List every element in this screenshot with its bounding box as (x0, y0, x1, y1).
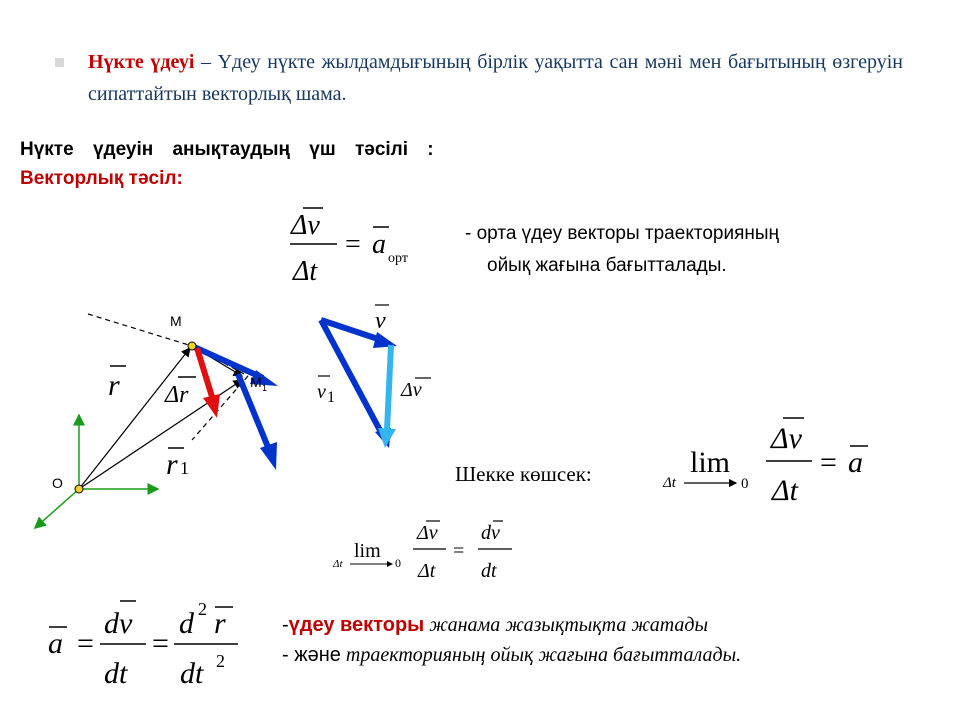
limit-to: 0 (741, 476, 749, 492)
methods-title: Нүкте үдеуін анықтаудың үш тәсілі : (20, 139, 434, 160)
label-r1: r (166, 448, 178, 481)
limit2-lim: lim (354, 540, 381, 562)
limit-den: Δt (772, 474, 798, 507)
limit2-num: Δv (417, 522, 438, 544)
avg-note-line1: - орта үдеу векторы траекторияның (465, 223, 780, 244)
final-num2-r: r (214, 607, 226, 640)
avg-result: a (372, 229, 386, 260)
svg-text:=: = (453, 540, 465, 562)
limit-label: Шекке көшсек: (455, 462, 592, 486)
label-m1: M (250, 374, 262, 390)
final-den2: dt (180, 657, 204, 690)
limit-lim: lim (690, 446, 731, 479)
definition-term: Нүкте үдеуі (88, 51, 195, 73)
label-origin: O (52, 475, 63, 491)
final-note (282, 610, 942, 670)
svg-text:1: 1 (262, 383, 268, 393)
limit-formula (660, 410, 900, 520)
svg-text:2: 2 (198, 599, 207, 619)
final-note-line1: -үдеу векторы жанама жазықтықта жатады (282, 614, 709, 636)
limit2-formula (330, 515, 530, 590)
triangle-label-v1: v (317, 381, 326, 403)
svg-text:1: 1 (180, 458, 189, 478)
velocity-triangle (305, 300, 440, 450)
triangle-label-delta-v: Δv (401, 379, 422, 401)
avg-equals: = (345, 229, 361, 260)
svg-text:=: = (820, 446, 837, 479)
final-note-strong: үдеу векторы (288, 614, 425, 636)
label-m: M (170, 313, 182, 329)
final-num2: d (179, 607, 194, 640)
point-m-dot (188, 342, 196, 350)
label-delta-r: Δr (165, 382, 189, 408)
axis-x (35, 489, 79, 528)
triangle-label-v: v (375, 308, 386, 334)
avg-acceleration-formula (285, 200, 455, 295)
limit2-to: 0 (395, 556, 401, 570)
limit2-var: Δt (333, 558, 343, 570)
avg-note-line2: ойық жағына бағытталады. (487, 255, 727, 276)
final-a: a (48, 627, 63, 660)
limit2-den: Δt (418, 560, 436, 582)
final-den1: dt (104, 657, 128, 690)
final-note-line2: - және траекторияның ойық жағына бағытталады. (282, 644, 742, 666)
position-diagram (20, 300, 300, 540)
limit-num: Δv (771, 422, 802, 455)
avg-num: Δv (291, 210, 320, 241)
limit-var: Δt (663, 475, 676, 491)
limit-result: a (848, 446, 863, 479)
svg-text:1: 1 (327, 389, 335, 406)
avg-sub: орт (388, 251, 408, 266)
label-r: r (108, 369, 120, 402)
svg-text:=: = (152, 627, 169, 660)
definition-paragraph (88, 46, 903, 110)
avg-den: Δt (293, 256, 318, 287)
limit2-num2: dv (481, 522, 500, 544)
avg-note (465, 218, 905, 282)
bullet-square (55, 58, 64, 67)
limit2-den2: dt (481, 560, 497, 582)
svg-text:2: 2 (216, 651, 225, 671)
avg-note-dash: - (465, 223, 472, 244)
origin-dot (75, 485, 83, 493)
final-num1: dv (104, 607, 133, 640)
vector-method-title: Векторлық тәсіл: (20, 168, 183, 189)
svg-text:=: = (77, 627, 94, 660)
triangle-delta-v-arrow (387, 345, 391, 430)
final-formula (40, 595, 280, 700)
definition-text: – Үдеу нүкте жылдамдығының бірлік уақытта сан мәні мен бағытының өзгеруін сипаттайтын векторлық шама. (88, 51, 903, 105)
